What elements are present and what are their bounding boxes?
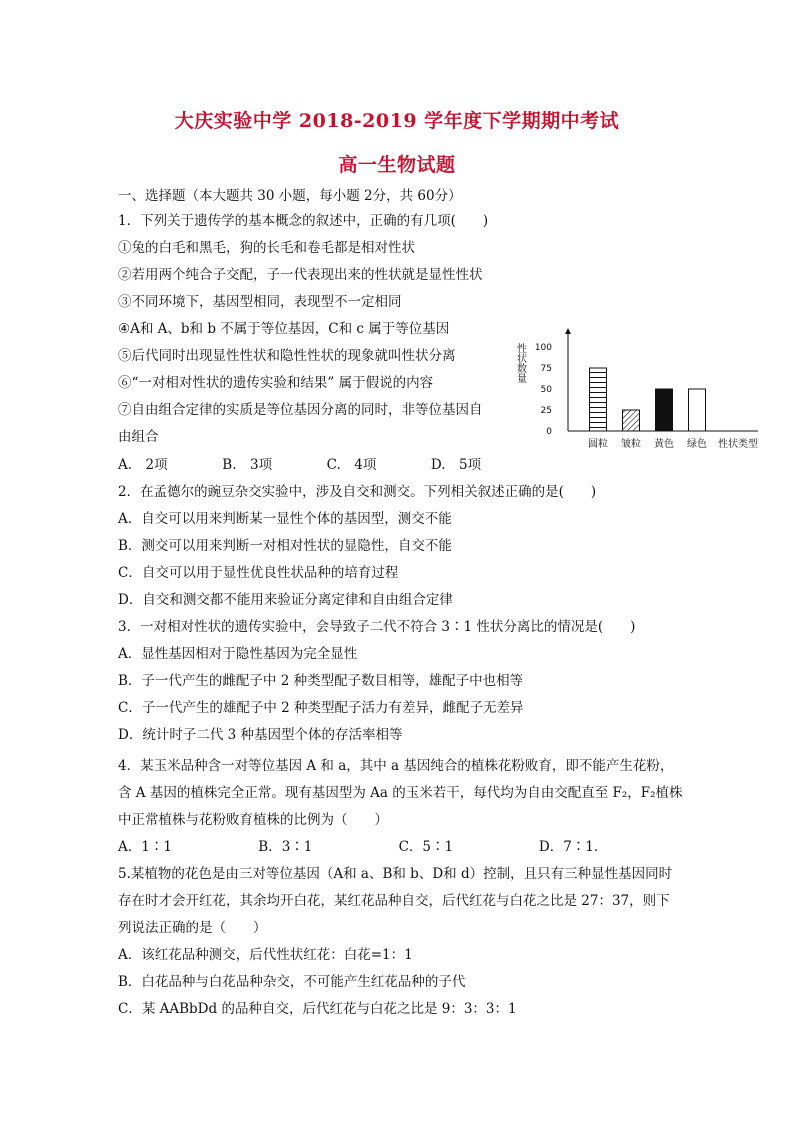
bar-皱粒 [623,410,640,431]
page-subtitle: 高一生物试题 [338,154,456,176]
question-stem: 2．在孟德尔的豌豆杂交实验中，涉及自交和测交。下列相关叙述正确的是( ) [118,484,597,500]
answer-options [118,455,481,475]
x-tick-label: 皱粒 [621,439,641,450]
question-stem: 存在时才会开红花，其余均开白花，某红花品种自交，后代红花与白花之比是 27：37，则下 [118,893,670,909]
question-stem: 列说法正确的是（ ） [118,920,267,936]
option-c[interactable]: C．某 AABbDd 的品种自交，后代红花与白花之比是 9：3：3：1 [118,1001,517,1017]
question-stem: 1．下列关于遗传学的基本概念的叙述中，正确的有几项( ) [118,213,489,229]
question-stem: 4．某玉米品种含一对等位基因 A 和 a，其中 a 基因纯合的植株花粉败育，即不能产生花粉， [118,758,674,774]
y-axis-label: 性状数量 [514,343,526,383]
option-c[interactable]: C．自交可以用于显性优良性状品种的培育过程 [118,565,399,581]
y-tick-label: 75 [540,364,552,374]
x-tick-label: 圆粒 [588,439,608,450]
statement: ①兔的白毛和黑毛，狗的长毛和卷毛都是相对性状 [118,240,415,256]
question-stem: 含 A 基因的植株完全正常。现有基因型为 Aa 的玉米若干，每代均为自由交配直至 F₂，F₂植株 [118,785,683,801]
option-a[interactable]: A. 2项 [118,457,168,473]
y-tick-label: 50 [540,385,552,395]
y-tick-label: 0 [546,427,552,437]
option-b[interactable]: B．子一代产生的雌配子中 2 种类型配子数目相等，雄配子中也相等 [118,673,524,689]
option-b[interactable]: B．3∶1 [258,839,313,855]
page-title: 大庆实验中学 2018-2019 学年度下学期期中考试 [174,110,620,132]
option-d[interactable]: D．7∶1． [538,839,608,855]
bar-绿色 [689,389,706,431]
option-a[interactable]: A．1∶1 [118,839,172,855]
option-a[interactable]: A．该红花品种测交，后代性状红花：白花=1：1 [118,947,413,963]
answer-options [118,837,607,857]
question-stem: 中正常植株与花粉败育植株的比例为（ ） [118,812,388,828]
option-a[interactable]: A．显性基因相对于隐性基因为完全显性 [118,646,358,662]
trait-bar-chart [512,325,764,457]
statement: ⑤后代同时出现显性性状和隐性性状的现象就叫性状分离 [118,348,456,364]
statement: ④A和 A、b和 b 不属于等位基因，C和 c 属于等位基因 [118,321,450,337]
question-stem: 5.某植物的花色是由三对等位基因（A和 a、B和 b、D和 d）控制，且只有三种显性基因同时 [118,866,673,882]
y-tick-label: 25 [540,406,552,416]
bar-黄色 [656,389,673,431]
option-c[interactable]: C．子一代产生的雄配子中 2 种类型配子活力有差异，雌配子无差异 [118,700,524,716]
x-tick-label: 绿色 [687,439,707,450]
statement: ⑦自由组合定律的实质是等位基因分离的同时，非等位基因自 [118,402,483,418]
statement: ③不同环境下，基因型相同，表现型不一定相同 [118,294,402,310]
statement: ②若用两个纯合子交配，子一代表现出来的性状就是显性性状 [118,267,483,283]
option-b[interactable]: B．白花品种与白花品种杂交，不可能产生红花品种的子代 [118,974,466,990]
statement: 由组合 [118,429,159,445]
section-heading: 一、选择题（本大题共 30 小题，每小题 2分，共 60分） [118,188,462,204]
x-tick-label: 黄色 [654,439,674,450]
option-c[interactable]: C．5∶1 [398,839,454,855]
option-d[interactable]: D. 5项 [430,457,482,473]
option-b[interactable]: B. 3项 [222,457,273,473]
option-c[interactable]: C. 4项 [326,457,377,473]
y-tick-label: 100 [534,343,552,353]
x-axis-label: 性状类型 [718,439,758,450]
option-a[interactable]: A．自交可以用来判断某一显性个体的基因型，测交不能 [118,511,452,527]
option-b[interactable]: B．测交可以用来判断一对相对性状的显隐性，自交不能 [118,538,452,554]
question-stem: 3．一对相对性状的遗传实验中，会导致子二代不符合 3∶1 性状分离比的情况是( ) [118,619,636,635]
option-d[interactable]: D．自交和测交都不能用来验证分离定律和自由组合定律 [118,592,453,608]
bar-圆粒 [590,368,607,431]
option-d[interactable]: D．统计时子二代 3 种基因型个体的存活率相等 [118,727,403,743]
statement: ⑥“一对相对性状的遗传实验和结果” 属于假说的内容 [118,375,434,391]
